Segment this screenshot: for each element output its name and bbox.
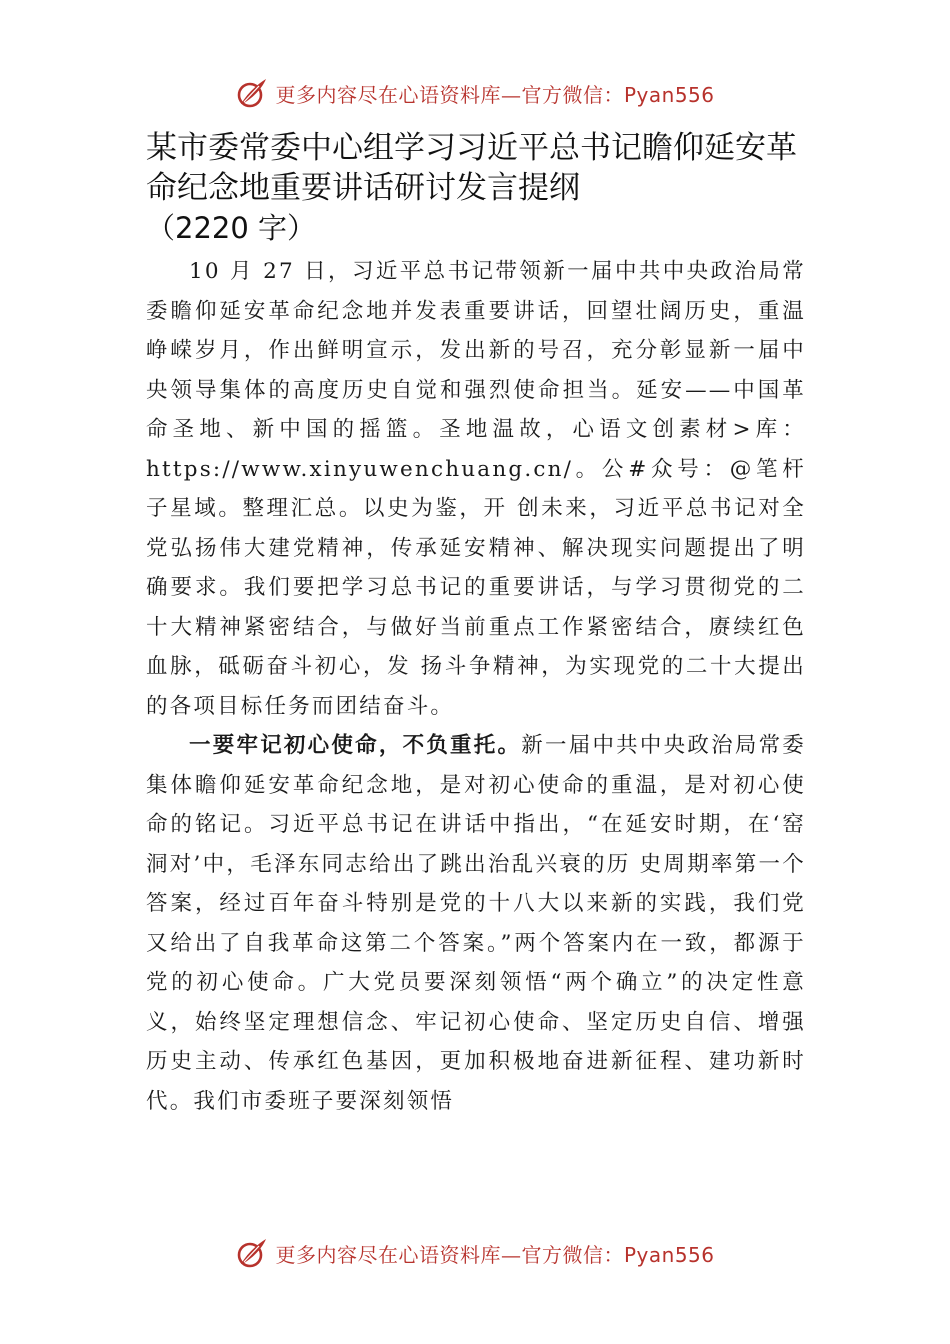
title-text: 某市委常委中心组学习习近平总书记瞻仰延安革命纪念地重要讲话研讨发言提纲 [146,130,797,206]
quill-logo-icon [235,76,269,110]
banner-text: 更多内容尽在心语资料库—官方微信：Pyan556 [275,1242,715,1267]
wechat-id: Pyan556 [623,1242,715,1267]
document-title [146,128,806,248]
wechat-id: Pyan556 [623,82,715,107]
document-body [146,252,806,1121]
paragraph-lead: 一要牢记初心使命，不负重托。 [189,733,522,758]
quill-logo-icon [235,1236,269,1270]
word-count: （2220 字） [146,211,317,245]
header-banner [0,73,950,113]
paragraph: 10 月 27 日，习近平总书记带领新一届中共中央政治局常委瞻仰延安革命纪念地并发表重要讲话，回望壮阔历史，重温峥嵘岁月，作出鲜明宣示，发出新的号召，充分彰显新一届中央领导集体的高度历史自觉和强烈使命担当。延安——中国革命圣地、新中国的摇篮。圣地温故，心语文创素材>库：https://www.xinyuwenchuang.cn/。公#众号：@笔杆子星域。整理汇总。以史为鉴，开 创未来，习近平总书记对全党弘扬伟大建党精神，传承延安精神、解决现实问题提出了明确要求。我们要把学习总书记的重要讲话，与学习贯彻党的二十大精神紧密结合，与做好当前重点工作紧密结合，赓续红色血脉，砥砺奋斗初心，发 扬斗争精神，为实现党的二十大提出的各项目标任务而团结奋斗。 [146,259,806,719]
footer-banner [0,1233,950,1273]
paragraph [146,726,806,1121]
paragraph-text: 新一届中共中央政治局常委集体瞻仰延安革命纪念地，是对初心使命的重温，是对初心使命的铭记。习近平总书记在讲话中指出，“在延安时期，在‘窑洞对’中，毛泽东同志给出了跳出治乱兴衰的历 史周期率第一个答案，经过百年奋斗特别是党的十八大以来新的实践，我们党又给出了自我革命这第二个答案。”两个答案内在一致，都源于党的初心使命。广大党员要深刻领悟“两个确立”的决定性意义，始终坚定理想信念、牢记初心使命、坚定历史自信、增强历史主动、传承红色基因，更加积极地奋进新征程、建功新时代。我们市委班子要深刻领悟 [146,733,806,1114]
banner-text: 更多内容尽在心语资料库—官方微信：Pyan556 [275,82,715,107]
